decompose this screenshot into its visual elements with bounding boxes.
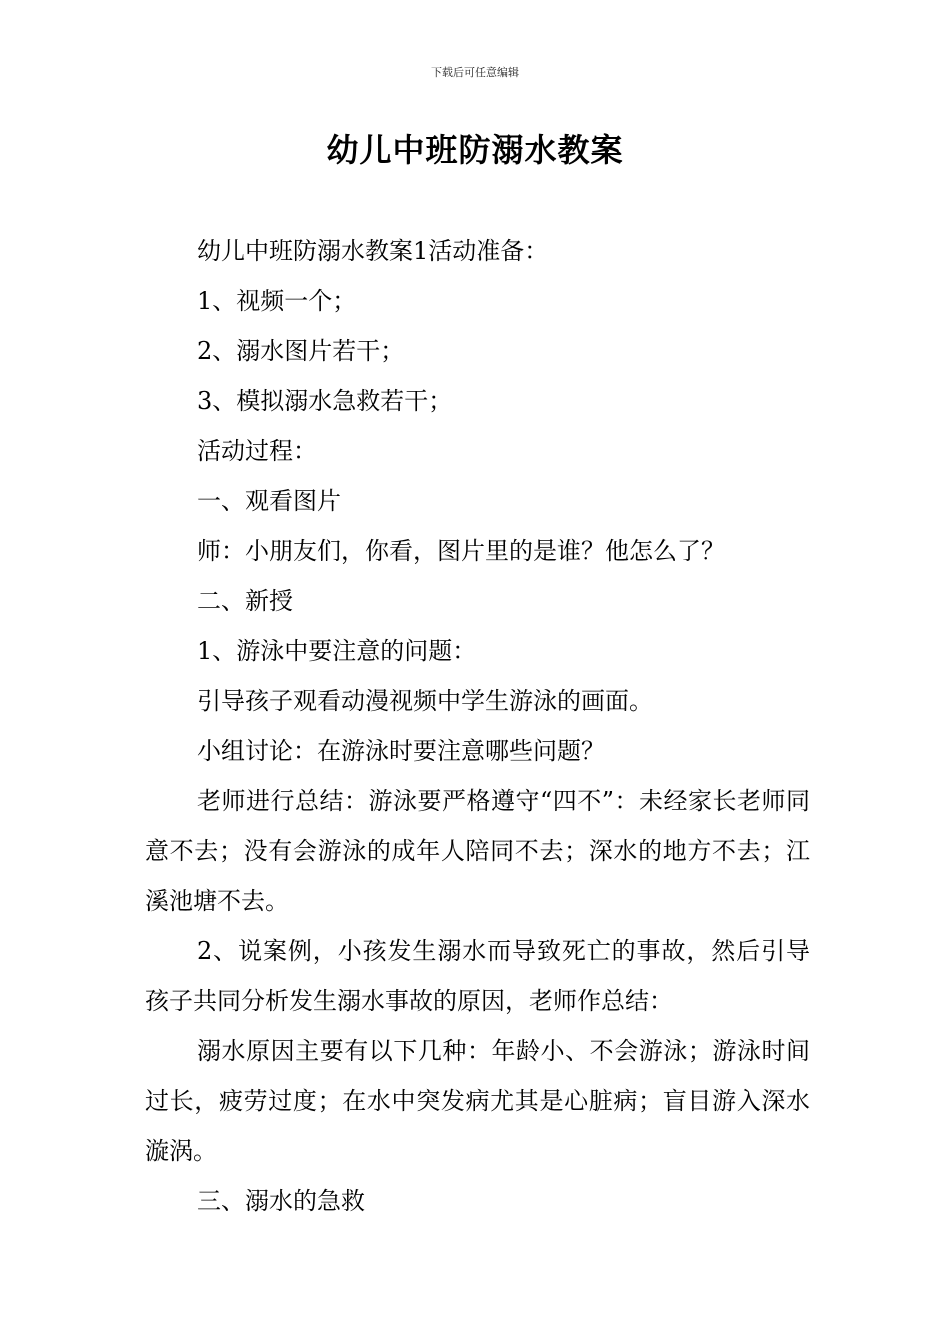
paragraph-section-1: 一、观看图片 [197,487,341,515]
document-body [145,226,810,1226]
paragraph-teacher-summary: 老师进行总结：游泳要严格遵守“四不”：未经家长老师同意不去；没有会游泳的成年人陪同不去；深水的地方不去；江溪池塘不去。 [145,787,810,915]
paragraph-intro: 幼儿中班防溺水教案1活动准备： [197,237,549,265]
paragraph-prep-3: 3、模拟溺水急救若干； [197,387,453,415]
paragraph-group-discussion: 小组讨论：在游泳时要注意哪些问题？ [197,737,605,765]
paragraph-prep-1: 1、视频一个； [197,287,357,315]
paragraph-guide-video: 引导孩子观看动漫视频中学生游泳的画面。 [197,687,653,715]
paragraph-case-study: 2、说案例，小孩发生溺水而导致死亡的事故，然后引导孩子共同分析发生溺水事故的原因，老师作总结： [145,937,810,1015]
paragraph-drowning-causes: 溺水原因主要有以下几种：年龄小、不会游泳；游泳时间过长，疲劳过度；在水中突发病尤其是心脏病；盲目游入深水漩涡。 [145,1037,810,1165]
paragraph-swim-issues: 1、游泳中要注意的问题： [197,637,477,665]
paragraph-prep-2: 2、溺水图片若干； [197,337,405,365]
paragraph-section-2: 二、新授 [197,587,293,615]
paragraph-section-3: 三、溺水的急救 [197,1187,365,1215]
paragraph-process-heading: 活动过程： [197,437,317,465]
paragraph-teacher-question: 师：小朋友们，你看，图片里的是谁？他怎么了？ [197,537,725,565]
header-note: 下载后可任意编辑 [431,66,519,79]
page-title: 幼儿中班防溺水教案 [326,131,624,169]
